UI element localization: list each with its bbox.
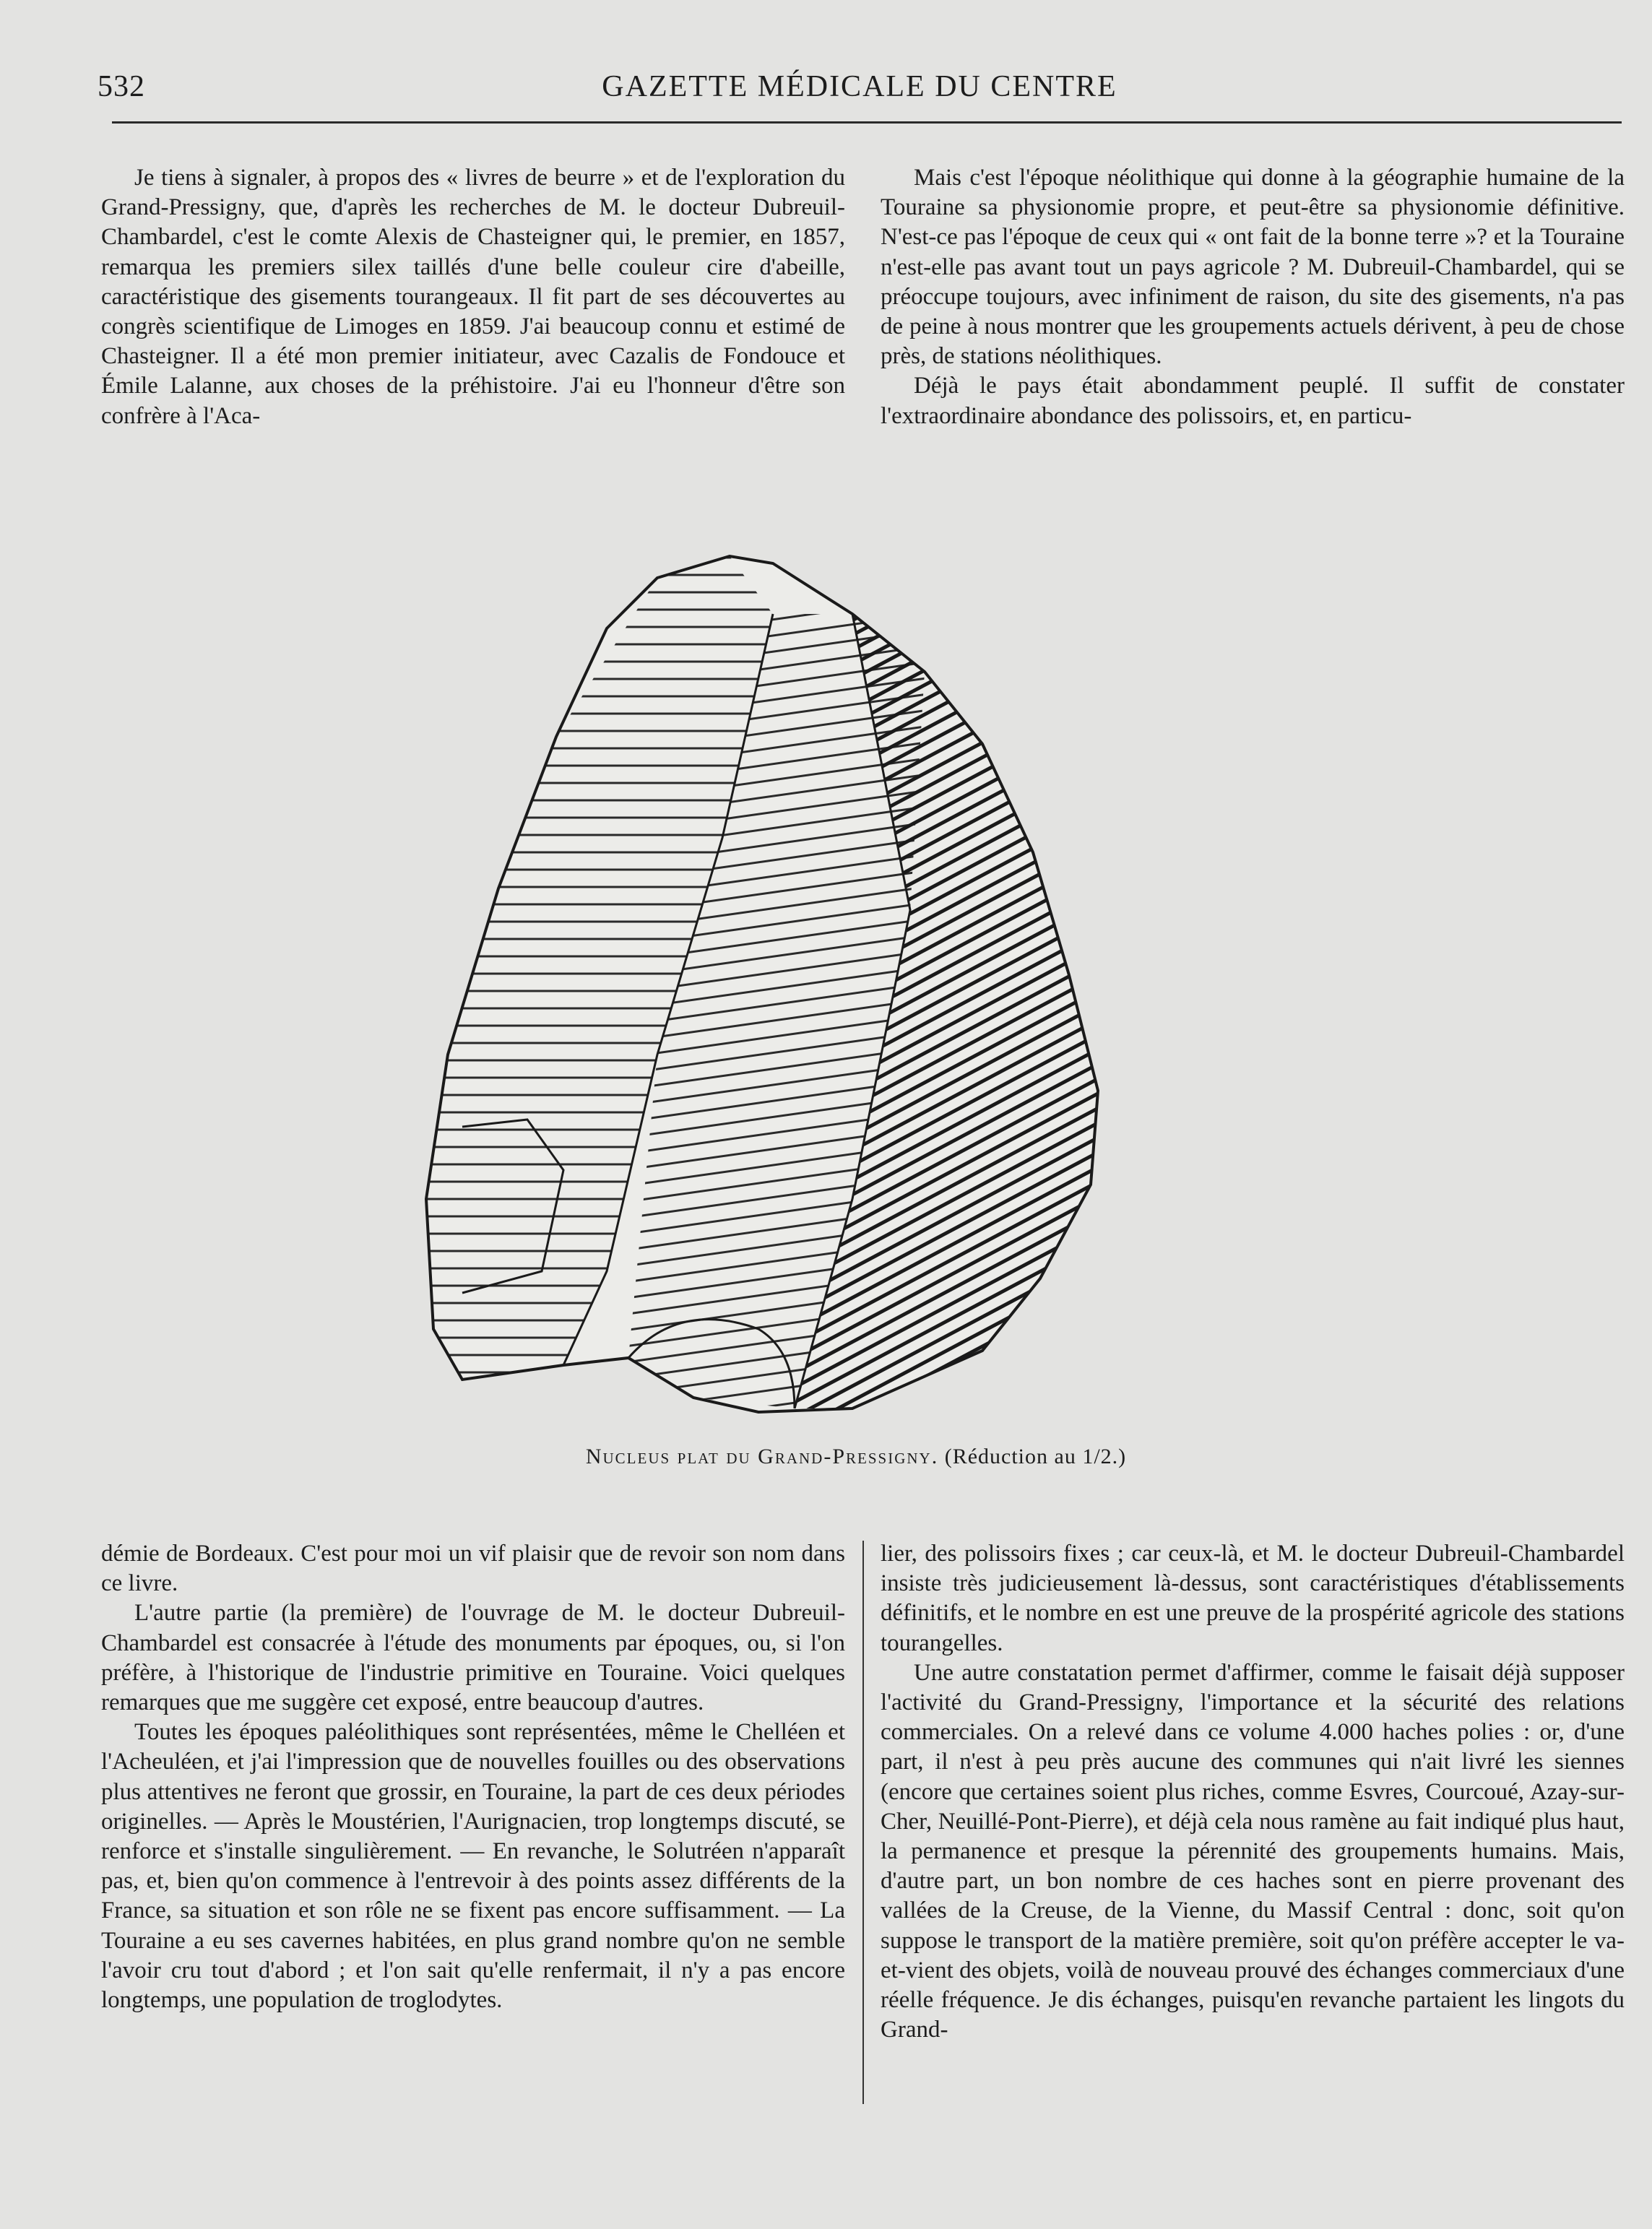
paragraph: L'autre partie (la première) de l'ouvrage de M. le docteur Dubreuil-Chambardel est consacrée à l'étude des monuments par époques, ou, si l'on préfère, à l'historique de l'industrie primitive en Touraine. Voici quelques remarques que me suggère cet exposé, entre beaucoup d'autres. [101,1600,845,1716]
column-top-right [881,163,1625,467]
paragraph: lier, des polissoirs fixes ; car ceux-là, et M. le docteur Dubreuil-Chambardel insiste très judicieusement là-dessus, sont caractéristiques d'établissements définitifs, et le nombre en est une preuve de la prospérité agricole des stations tourangelles. [881,1541,1625,1656]
caption-scale: (Réduction au 1/2.) [938,1445,1127,1468]
paragraph: Une autre constatation permet d'affirmer, comme le faisait déjà supposer l'activité du Grand-Pressigny, l'importance et la sécurité des relations commerciales. On a relevé dans ce volume 4.000 haches polies : or, d'une part, il n'est à peu près aucune des communes qui n'ait livré les siennes (encore que certaines soient plus riches, comme Esvres, Courcoué, Azay-sur-Cher, Neuillé-Pont-Pierre), et déjà cela nous ramène au fait indiqué plus haut, la permanence et presque la pérennité des groupements humains. Mais, d'autre part, un bon nombre de ces haches sont en pierre provenant des vallées de la Creuse, de la Vienne, du Massif Central : donc, soit qu'on suppose le transport de la matière première, soit qu'on préfère accepter le va-et-vient des objets, voilà de nouveau prouvé des échanges commerciaux d'une réelle fréquence. Je dis échanges, puisqu'en revanche partaient les lingots du Grand- [881,1659,1625,2043]
journal-title: GAZETTE MÉDICALE DU CENTRE [602,70,1117,103]
paragraph: Mais c'est l'époque néolithique qui donne à la géographie humaine de la Touraine sa physionomie propre, et peut-être sa physionomie définitive. N'est-ce pas l'époque de ceux qui « ont fait de la bonne terre »? et la Touraine n'est-elle pas avant tout un pays agricole ? M. Dubreuil-Chambardel, qui se préoccupe toujours, avec infiniment de raison, du site des gisements, n'a pas de peine à nous montrer que les groupements actuels dérivent, à peu de chose près, de stations néolithiques. [881,165,1625,370]
column-bottom-right [881,1539,1625,2117]
paragraph: Déjà le pays était abondamment peuplé. Il suffit de constater l'extraordinaire abondance des polissoirs, et, en particu- [881,373,1625,429]
page-number: 532 [98,70,145,103]
caption-title: Nucleus plat du Grand-Pressigny. [585,1445,939,1468]
flint-nucleus-illustration [419,549,1329,1427]
page-header [98,69,1622,127]
paragraph: Toutes les époques paléolithiques sont représentées, même le Chelléen et l'Acheuléen, et j'ai l'impression que de nouvelles fouilles ou des observations plus attentives ne feront que grossir, en Touraine, la part de ces deux périodes originelles. — Après le Moustérien, l'Aurignacien, trop longtemps discuté, se renforce et s'installe singulièrement. — En revanche, le Solutréen n'apparaît pas, et, bien qu'on commence à l'entrevoir à des points assez différents de la France, sa situation et son rôle ne se fixent pas encore suffisamment. — La Touraine a eu ses cavernes habitées, en plus grand nombre qu'on ne semble l'avoir cru tout d'abord ; et l'on sait qu'elle renfermait, il n'y a pas encore longtemps, une population de troglodytes. [101,1719,845,2014]
figure-caption [274,1445,1437,1469]
paragraph: démie de Bordeaux. C'est pour moi un vif plaisir que de revoir son nom dans ce livre. [101,1541,845,1597]
paragraph: Je tiens à signaler, à propos des « livres de beurre » et de l'exploration du Grand-Pressigny, que, d'après les recherches de M. le docteur Dubreuil-Chambardel, c'est le comte Alexis de Chasteigner qui, le premier, en 1857, remarqua les premiers silex taillés d'une belle couleur cire d'abeille, caractéristique des gisements tourangeaux. Il fit part de ses découvertes au congrès scientifique de Limoges en 1859. J'ai beaucoup connu et estimé de Chasteigner. Il a été mon premier initiateur, avec Cazalis de Fondouce et Émile Lalanne, aux choses de la préhistoire. J'ai eu l'honneur d'être son confrère à l'Aca- [101,165,845,429]
column-bottom-left [101,1539,845,2117]
header-rule [112,121,1622,124]
column-top-left [101,163,845,467]
column-divider [862,1541,864,2104]
